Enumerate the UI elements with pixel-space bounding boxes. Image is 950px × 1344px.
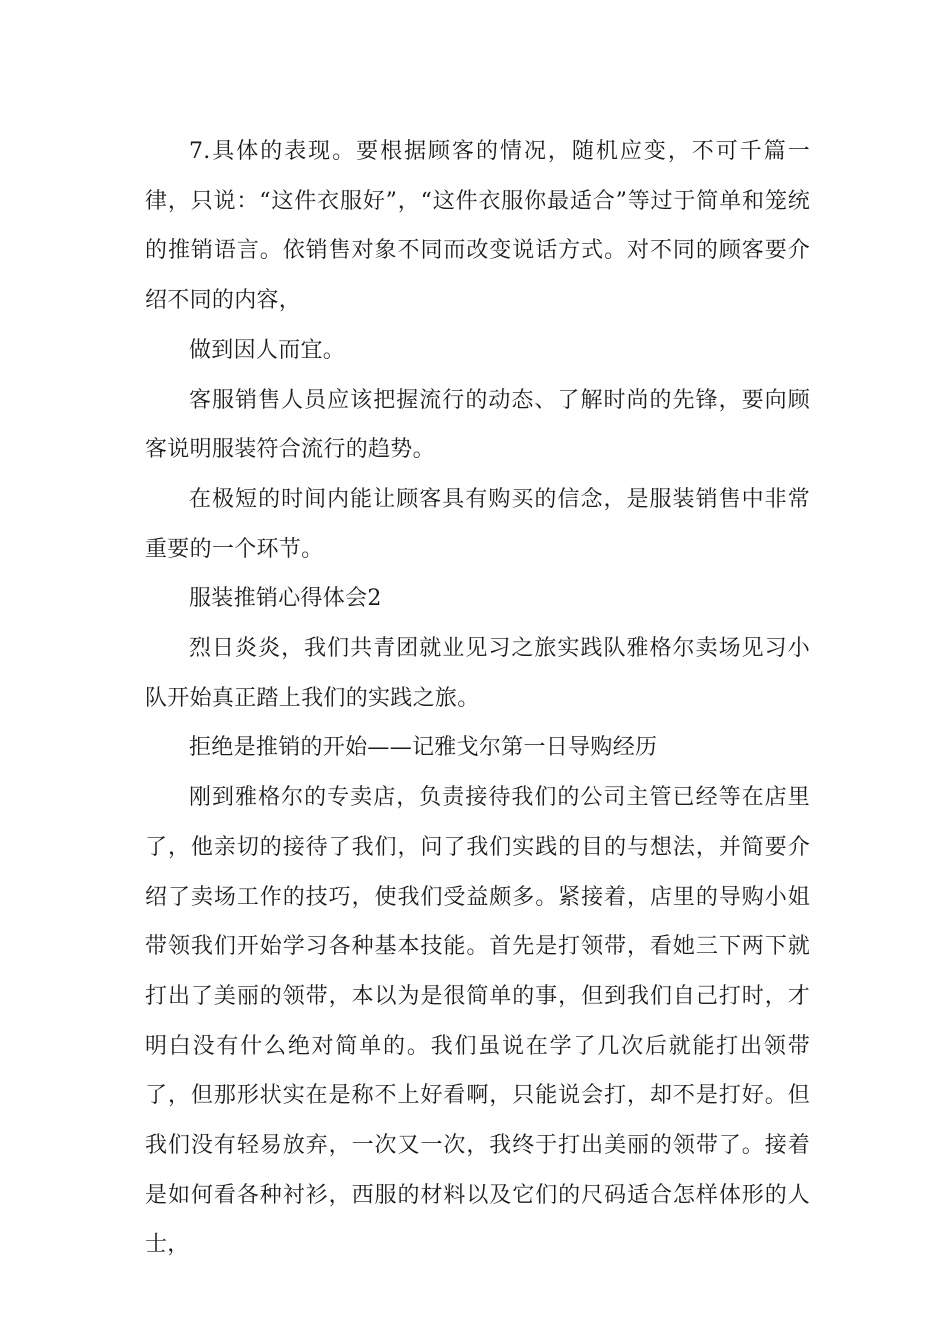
paragraph-2: 做到因人而宜。 — [189, 337, 346, 363]
paragraph-1: 7.具体的表现。要根据顾客的情况，随机应变，不可千篇一律，只说：“这件衣服好”，“这件衣服你最适合”等过于简单和笼统的推销语言。依销售对象不同而改变说话方式。对不同的顾客要介绍不同的内容， — [145, 139, 810, 314]
document-body — [145, 127, 810, 1270]
paragraph-3: 客服销售人员应该把握流行的动态、了解时尚的先锋，要向顾客说明服装符合流行的趋势。 — [145, 387, 810, 463]
paragraph-4: 在极短的时间内能让顾客具有购买的信念，是服装销售中非常重要的一个环节。 — [145, 486, 810, 562]
section-heading: 服装推销心得体会2 — [189, 586, 382, 612]
paragraph-5: 烈日炎炎，我们共青团就业见习之旅实践队雅格尔卖场见习小队开始真正踏上我们的实践之旅。 — [145, 636, 810, 711]
sub-heading: 拒绝是推销的开始——记雅戈尔第一日导购经历 — [189, 735, 658, 761]
paragraph-6: 刚到雅格尔的专卖店，负责接待我们的公司主管已经等在店里了，他亲切的接待了我们，问了我们实践的目的与想法，并简要介绍了卖场工作的技巧，使我们受益颇多。紧接着，店里的导购小姐带领我们开始学习各种基本技能。首先是打领带，看她三下两下就打出了美丽的领带，本以为是很简单的事，但到我们自己打时，才明白没有什么绝对简单的。我们虽说在学了几次后就能打出领带了，但那形状实在是称不上好看啊，只能说会打，却不是打好。但我们没有轻易放弃，一次又一次，我终于打出美丽的领带了。接着是如何看各种衬衫，西服的材料以及它们的尺码适合怎样体形的人士， — [145, 785, 810, 1258]
